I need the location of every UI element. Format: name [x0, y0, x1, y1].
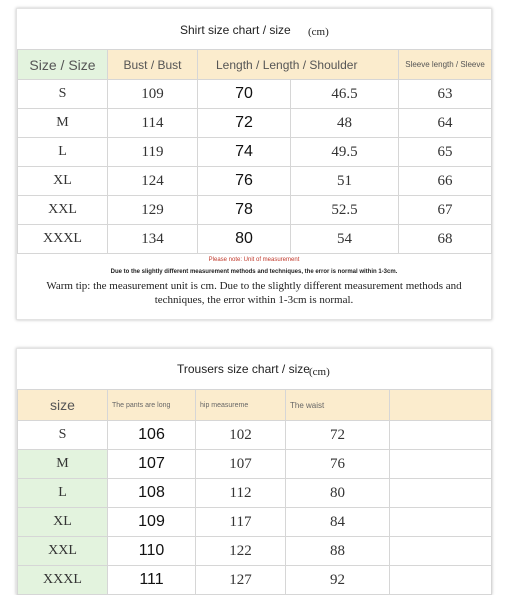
- size-cell: L: [18, 138, 108, 167]
- empty-cell: [390, 566, 492, 595]
- trousers-title-row: [17, 349, 491, 389]
- bust-cell: 119: [108, 138, 198, 167]
- empty-cell: [390, 450, 492, 479]
- trousers-chart-title: Trousers size chart / size: [177, 362, 310, 376]
- size-cell: S: [18, 421, 108, 450]
- table-row: [18, 167, 492, 196]
- shirt-header-bust: Bust / Bust: [108, 50, 198, 80]
- sleeve-cell: 65: [399, 138, 492, 167]
- pants-length-cell: 107: [108, 450, 196, 479]
- waist-cell: 84: [286, 508, 390, 537]
- sleeve-cell: 68: [399, 225, 492, 254]
- warm-tip: Warm tip: the measurement unit is cm. Due to the slightly different measurement methods and techniques, the error within 1-3cm is normal.: [46, 280, 462, 306]
- waist-cell: 80: [286, 479, 390, 508]
- hip-cell: 102: [196, 421, 286, 450]
- table-row: [18, 109, 492, 138]
- hip-cell: 112: [196, 479, 286, 508]
- table-row: [18, 450, 492, 479]
- shirt-header-sleeve: Sleeve length / Sleeve: [399, 50, 492, 80]
- waist-cell: 88: [286, 537, 390, 566]
- size-cell: XXXL: [18, 225, 108, 254]
- table-row: [18, 537, 492, 566]
- length-cell: 72: [198, 109, 291, 138]
- length-cell: 74: [198, 138, 291, 167]
- trousers-header-length: The pants are long: [108, 390, 196, 421]
- hip-cell: 107: [196, 450, 286, 479]
- waist-cell: 72: [286, 421, 390, 450]
- shirt-notes: [17, 257, 491, 307]
- length-cell: 70: [198, 80, 291, 109]
- table-row: [18, 225, 492, 254]
- table-row: [18, 508, 492, 537]
- trousers-header-empty: [390, 390, 492, 421]
- shoulder-cell: 51: [291, 167, 399, 196]
- trousers-chart-unit: (cm): [309, 366, 330, 378]
- shoulder-cell: 52.5: [291, 196, 399, 225]
- shoulder-cell: 54: [291, 225, 399, 254]
- waist-cell: 76: [286, 450, 390, 479]
- shoulder-cell: 48: [291, 109, 399, 138]
- pants-length-cell: 108: [108, 479, 196, 508]
- empty-cell: [390, 508, 492, 537]
- sleeve-cell: 67: [399, 196, 492, 225]
- size-cell: XXL: [18, 196, 108, 225]
- shirt-size-table: [17, 49, 492, 254]
- measurement-note: Please note: Unit of measurement: [208, 257, 300, 263]
- hip-cell: 122: [196, 537, 286, 566]
- trousers-header-row: [18, 390, 492, 421]
- length-cell: 80: [198, 225, 291, 254]
- table-row: [18, 80, 492, 109]
- size-cell: L: [18, 479, 108, 508]
- size-cell: XXXL: [18, 566, 108, 595]
- sleeve-cell: 63: [399, 80, 492, 109]
- shirt-chart-unit: (cm): [308, 26, 329, 38]
- shirt-header-length-shoulder: Length / Length / Shoulder: [198, 50, 399, 80]
- sleeve-cell: 66: [399, 167, 492, 196]
- shirt-header-row: [18, 50, 492, 80]
- shirt-header-size: Size / Size: [18, 50, 108, 80]
- empty-cell: [390, 421, 492, 450]
- empty-cell: [390, 479, 492, 508]
- pants-length-cell: 106: [108, 421, 196, 450]
- pants-length-cell: 110: [108, 537, 196, 566]
- size-cell: XL: [18, 508, 108, 537]
- table-row: [18, 196, 492, 225]
- size-cell: S: [18, 80, 108, 109]
- empty-cell: [390, 537, 492, 566]
- size-cell: XL: [18, 167, 108, 196]
- table-row: [18, 421, 492, 450]
- bust-cell: 129: [108, 196, 198, 225]
- table-row: [18, 138, 492, 167]
- shirt-title-row: [17, 9, 491, 49]
- trousers-header-size: size: [18, 390, 108, 421]
- error-note: Due to the slightly different measurement methods and techniques, the error is normal within 1-3cm.: [110, 269, 398, 275]
- bust-cell: 114: [108, 109, 198, 138]
- shirt-chart-title: Shirt size chart / size: [180, 23, 291, 37]
- length-cell: 76: [198, 167, 291, 196]
- waist-cell: 92: [286, 566, 390, 595]
- trousers-header-waist: The waist: [286, 390, 390, 421]
- length-cell: 78: [198, 196, 291, 225]
- table-row: [18, 566, 492, 595]
- shirt-size-chart: [16, 8, 492, 320]
- bust-cell: 109: [108, 80, 198, 109]
- bust-cell: 124: [108, 167, 198, 196]
- size-cell: XXL: [18, 537, 108, 566]
- bust-cell: 134: [108, 225, 198, 254]
- shoulder-cell: 49.5: [291, 138, 399, 167]
- sleeve-cell: 64: [399, 109, 492, 138]
- trousers-size-chart: [16, 348, 492, 595]
- size-cell: M: [18, 450, 108, 479]
- hip-cell: 127: [196, 566, 286, 595]
- trousers-header-hip: hip measureme: [196, 390, 286, 421]
- hip-cell: 117: [196, 508, 286, 537]
- trousers-size-table: [17, 389, 492, 595]
- size-cell: M: [18, 109, 108, 138]
- shoulder-cell: 46.5: [291, 80, 399, 109]
- table-row: [18, 479, 492, 508]
- pants-length-cell: 109: [108, 508, 196, 537]
- pants-length-cell: 111: [108, 566, 196, 595]
